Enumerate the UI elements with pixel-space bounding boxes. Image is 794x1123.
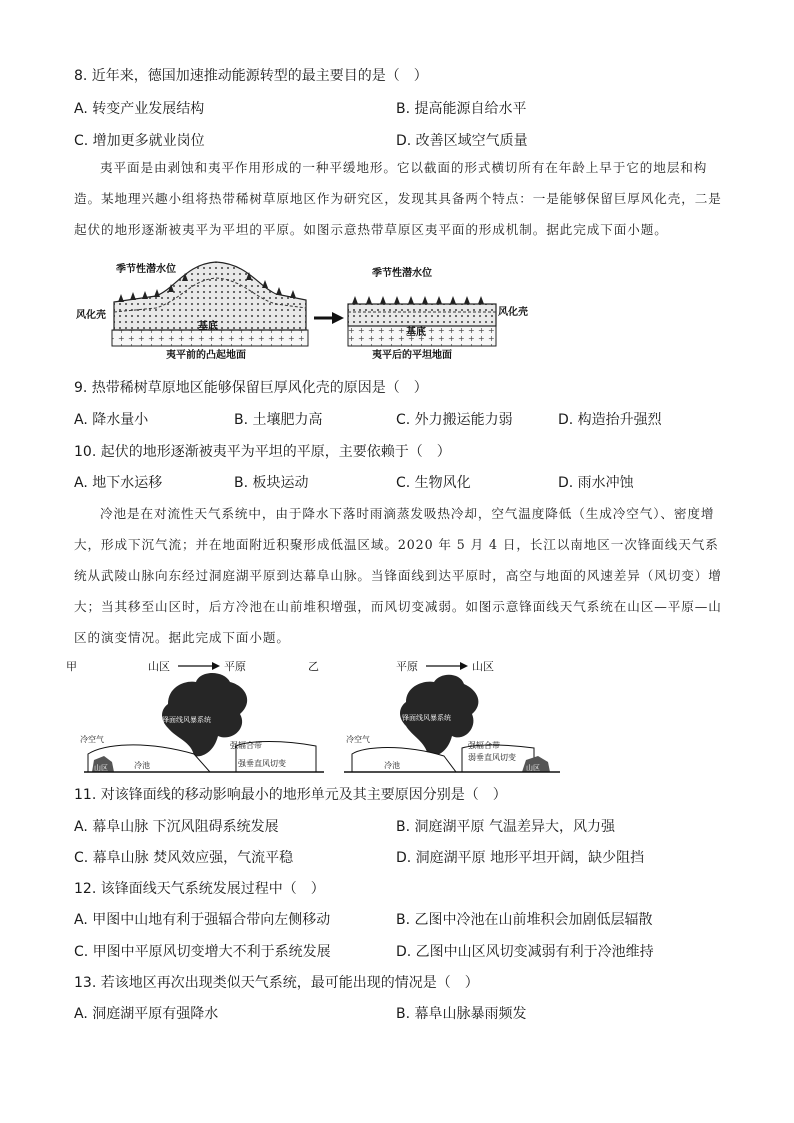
q10-option-d[interactable]: D. 雨水冲蚀 [558,475,634,491]
panel-tag-jia: 甲 [66,660,77,673]
storm-system-label-left: 锋面线风暴系统 [162,716,211,724]
bedrock-label-left: 基底 [198,321,218,332]
convergence-label-left: 强辐合带 [230,741,262,750]
q8-option-c[interactable]: C. 增加更多就业岗位 [74,133,205,149]
water-table-label-right: 季节性潜水位 [372,268,432,279]
arrow-right-icon-2 [460,662,468,670]
reading-passage-cold-pool: 冷池是在对流性天气系统中，由于降水下落时雨滴蒸发吸热冷却，空气温度降低（生成冷空气）、密度增大，形成下沉气流；并在地面附近积聚形成低温区域。2020 年 5 月 4 日，长江以南地区一次锋面线天气系统从武陵山脉向东经过洞庭湖平原到达幕阜山脉。当锋面线到达平原时，高空与地面的风速差异（风切变）增大；当其移至山区时，后方冷池在山前堆积增强，而风切变减弱。如图示意锋面线天气系统在山区—平原—山区的演变情况。据此完成下面小题。 [74,506,722,645]
q10-option-a[interactable]: A. 地下水运移 [74,475,163,491]
convergence-label-right: 强辐合带 [468,741,500,750]
q9-option-b[interactable]: B. 土壤肥力高 [234,412,323,428]
q8-option-b[interactable]: B. 提高能源自给水平 [396,101,527,117]
cold-air-label-left: 冷空气 [80,735,104,744]
panel-tag-yi: 乙 [308,660,319,673]
q13-option-a[interactable]: A. 洞庭湖平原有强降水 [74,1006,219,1022]
direction-from-left: 山区 [148,660,170,673]
cold-air-label-right: 冷空气 [346,735,370,744]
planation-surface-figure [76,254,536,366]
mountain-label-left: 山区 [94,764,108,772]
q9-option-a[interactable]: A. 降水量小 [74,412,149,428]
mountain-label-right: 山区 [526,764,540,772]
question-13-stem: 13. 若该地区再次出现类似天气系统，最可能出现的情况是（ ） [74,975,479,991]
q8-option-a[interactable]: A. 转变产业发展结构 [74,101,205,117]
cold-pool-label-left: 冷池 [134,761,150,770]
q10-option-b[interactable]: B. 板块运动 [234,475,309,491]
q11-option-d[interactable]: D. 洞庭湖平原 地形平坦开阔，缺少阻挡 [396,850,645,866]
q9-option-d[interactable]: D. 构造抬升强烈 [558,412,662,428]
direction-to-left: 平原 [224,660,246,673]
weathering-crust-label-left: 风化壳 [76,310,106,321]
water-table-label-left: 季节性潜水位 [116,264,176,275]
panel-jia [66,660,324,772]
direction-from-right: 平原 [396,660,418,673]
question-9-stem: 9. 热带稀树草原地区能够保留巨厚风化壳的原因是（ ） [74,380,428,396]
q8-option-d[interactable]: D. 改善区域空气质量 [396,133,528,149]
bedrock-label-right: 基底 [406,327,426,338]
reading-passage-planation-surface: 夷平面是由剥蚀和夷平作用形成的一种平缓地形。它以截面的形式横切所有在年龄上早于它的地层和构造。某地理兴趣小组将热带稀树草原地区作为研究区，发现其具备两个特点：一是能够保留巨厚风化壳，二是起伏的地形逐渐被夷平为平坦的平原。如图示意热带草原区夷平面的形成机制。据此完成下面小题。 [74,160,722,237]
question-8-stem: 8. 近年来，德国加速推动能源转型的最主要目的是（ ） [74,68,428,84]
wind-shear-label-right: 弱垂直风切变 [468,753,516,762]
q12-option-b[interactable]: B. 乙图中冷池在山前堆积会加剧低层辐散 [396,912,653,928]
q13-option-b[interactable]: B. 幕阜山脉暴雨频发 [396,1006,527,1022]
question-12-stem: 12. 该锋面线天气系统发展过程中（ ） [74,881,325,897]
q11-option-a[interactable]: A. 幕阜山脉 下沉风阻碍系统发展 [74,819,279,835]
storm-system-label-right: 锋面线风暴系统 [402,714,451,722]
arrow-right-icon [212,662,220,670]
pre-planation-diagram [76,262,308,361]
squall-line-figure [64,656,564,776]
q10-option-c[interactable]: C. 生物风化 [396,475,471,491]
cold-pool-label-right: 冷池 [384,761,400,770]
question-11-stem: 11. 对该锋面线的移动影响最小的地形单元及其主要原因分别是（ ） [74,787,507,803]
question-10-stem: 10. 起伏的地形逐渐被夷平为平坦的平原，主要依赖于（ ） [74,444,451,460]
arrow-icon [332,312,344,324]
pre-planation-caption: 夷平前的凸起地面 [166,350,246,361]
q11-option-b[interactable]: B. 洞庭湖平原 气温差异大，风力强 [396,819,615,835]
q12-option-a[interactable]: A. 甲图中山地有利于强辐合带向左侧移动 [74,912,331,928]
panel-yi [308,660,560,772]
wind-shear-label-left: 强垂直风切变 [238,759,286,768]
q9-option-c[interactable]: C. 外力搬运能力弱 [396,412,513,428]
q11-option-c[interactable]: C. 幕阜山脉 焚风效应强，气流平稳 [74,850,294,866]
weathering-crust-label-right: 风化壳 [498,307,528,318]
post-planation-diagram [348,266,528,361]
q12-option-c[interactable]: C. 甲图中平原风切变增大不利于系统发展 [74,944,331,960]
post-planation-caption: 夷平后的平坦地面 [372,350,452,361]
q12-option-d[interactable]: D. 乙图中山区风切变减弱有利于冷池维持 [396,944,654,960]
direction-to-right: 山区 [472,660,494,673]
